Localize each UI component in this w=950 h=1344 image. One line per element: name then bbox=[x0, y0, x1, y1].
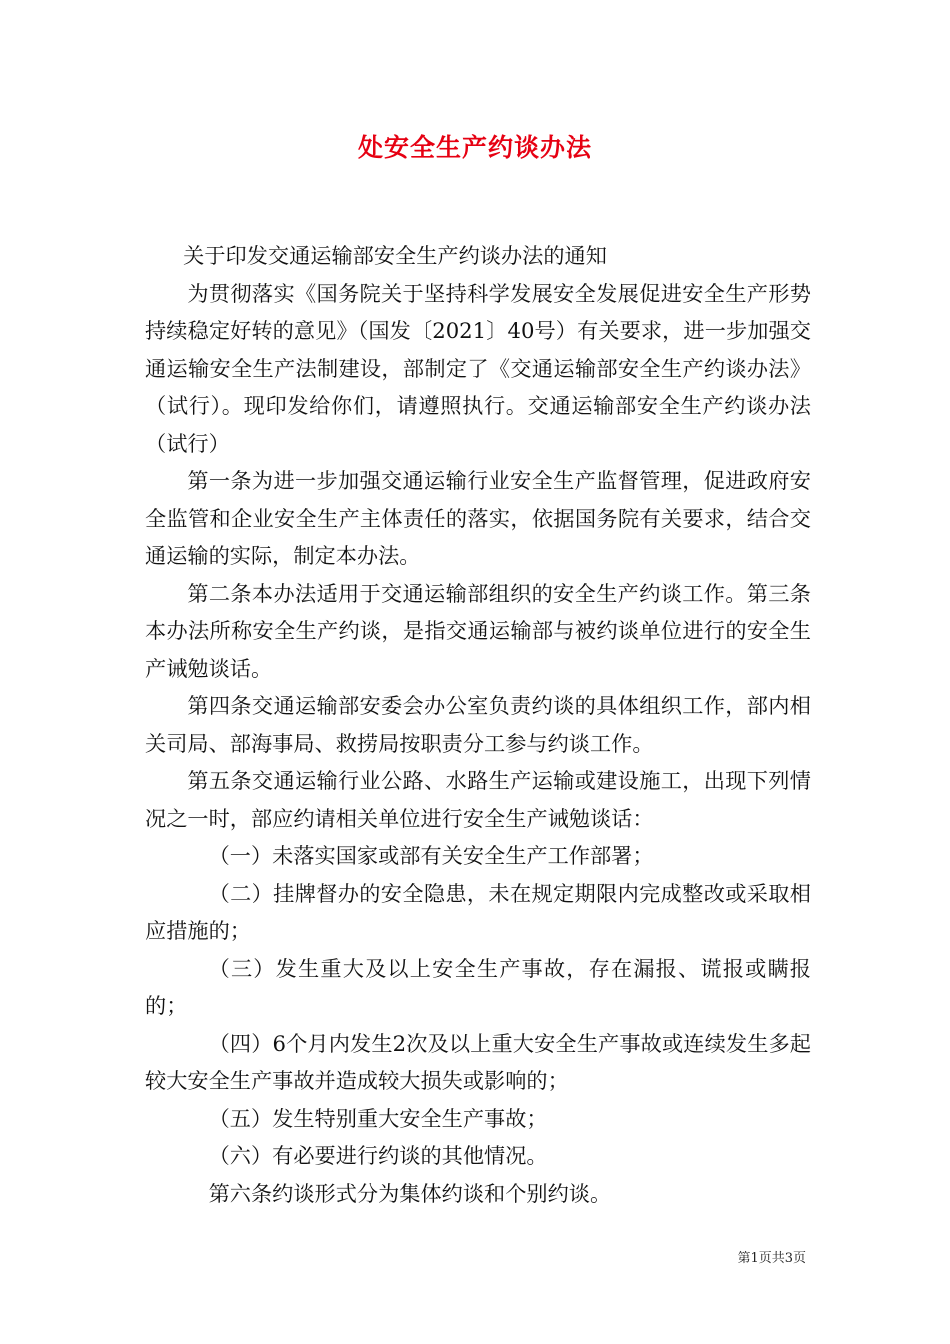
document-body bbox=[145, 237, 811, 1212]
list-item-5: （五）发生特别重大安全生产事故； bbox=[208, 1105, 548, 1131]
list-item-3: （三）发生重大及以上安全生产事故，存在漏报、谎报或瞒报的； bbox=[145, 955, 811, 1018]
page-number: 第1页共3页 bbox=[737, 1251, 806, 1266]
paragraph-article-1: 第一条为进一步加强交通运输行业安全生产监督管理，促进政府安全监管和企业安全生产主体责任的落实，依据国务院有关要求，结合交通运输的实际，制定本办法。 bbox=[145, 468, 811, 568]
paragraph-article-2-3: 第二条本办法适用于交通运输部组织的安全生产约谈工作。第三条本办法所称安全生产约谈，是指交通运输部与被约谈单位进行的安全生产诫勉谈话。 bbox=[145, 580, 811, 681]
list-item-2: （二）挂牌督办的安全隐患，未在规定期限内完成整改或采取相应措施的； bbox=[145, 880, 811, 943]
list-item-6: （六）有必要进行约谈的其他情况。 bbox=[208, 1143, 548, 1168]
paragraph-article-4: 第四条交通运输部安委会办公室负责约谈的具体组织工作，部内相关司局、部海事局、救捞局按职责分工参与约谈工作。 bbox=[145, 693, 811, 756]
document-title: 处安全生产约谈办法 bbox=[357, 133, 592, 162]
paragraph-article-5: 第五条交通运输行业公路、水路生产运输或建设施工，出现下列情况之一时，部应约请相关单位进行安全生产诫勉谈话： bbox=[145, 768, 811, 831]
paragraph-article-6: 第六条约谈形式分为集体约谈和个别约谈。 bbox=[208, 1180, 612, 1206]
notice-heading: 关于印发交通运输部安全生产约谈办法的通知 bbox=[183, 243, 607, 268]
list-item-4: （四）6个月内发生2次及以上重大安全生产事故或连续发生多起较大安全生产事故并造成较大损失或影响的； bbox=[145, 1030, 811, 1093]
paragraph-intro: 为贯彻落实《国务院关于坚持科学发展安全发展促进安全生产形势持续稳定好转的意见》（国发〔2021〕40号）有关要求，进一步加强交通运输安全生产法制建设，部制定了《交通运输部安全生产约谈办法》（试行）。现印发给你们，请遵照执行。交通运输部安全生产约谈办法（试行） bbox=[145, 280, 811, 456]
list-item-1: （一）未落实国家或部有关安全生产工作部署； bbox=[208, 843, 654, 868]
